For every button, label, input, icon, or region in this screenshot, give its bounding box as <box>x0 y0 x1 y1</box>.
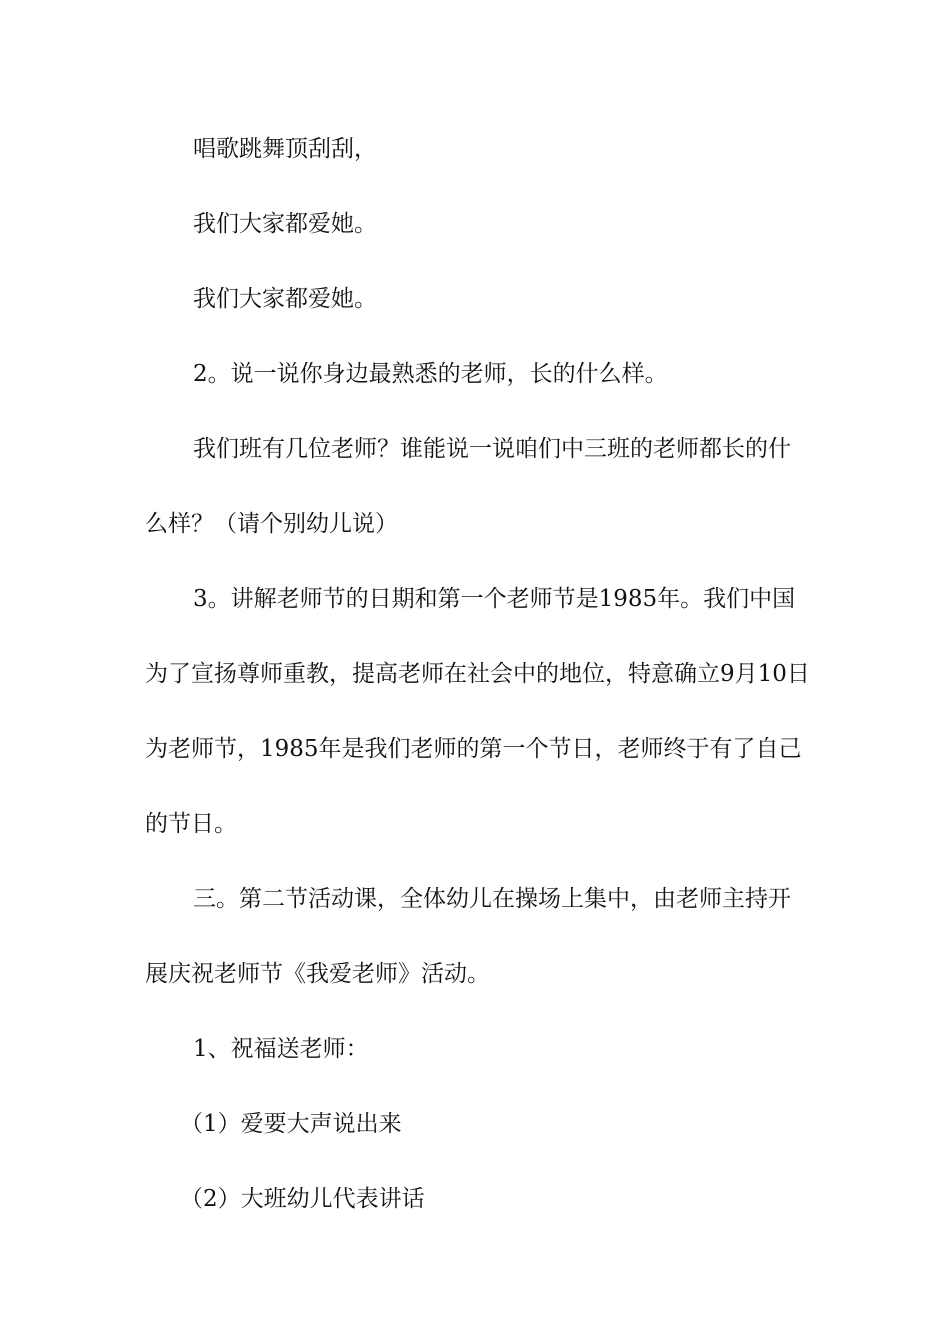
paragraph-teacher-question: 我们班有几位老师？谁能说一说咱们中三班的老师都长的什么样？（请个别幼儿说） <box>145 436 791 537</box>
paragraph-sub-1-1: （1）爱要大声说出来 <box>180 1111 402 1137</box>
paragraph-item-3: 3。讲解老师节的日期和第一个老师节是1985年。我们中国为了宣扬尊师重教，提高老师在社会中的地位，特意确立9月10日为老师节，1985年是我们老师的第一个节日，老师终于有了自己的节日。 <box>145 586 810 837</box>
paragraph-song-line-2: 我们大家都爱她。 <box>193 211 377 237</box>
paragraph-sub-1: 1、祝福送老师： <box>193 1036 369 1062</box>
paragraph-song-line-3: 我们大家都爱她。 <box>193 286 377 312</box>
paragraph-sub-1-2: （2）大班幼儿代表讲话 <box>180 1186 425 1212</box>
paragraph-section-3: 三。第二节活动课，全体幼儿在操场上集中，由老师主持开展庆祝老师节《我爱老师》活动。 <box>145 886 791 987</box>
paragraph-item-2: 2。说一说你身边最熟悉的老师，长的什么样。 <box>193 361 668 387</box>
paragraph-song-line-1: 唱歌跳舞顶刮刮， <box>193 136 377 162</box>
